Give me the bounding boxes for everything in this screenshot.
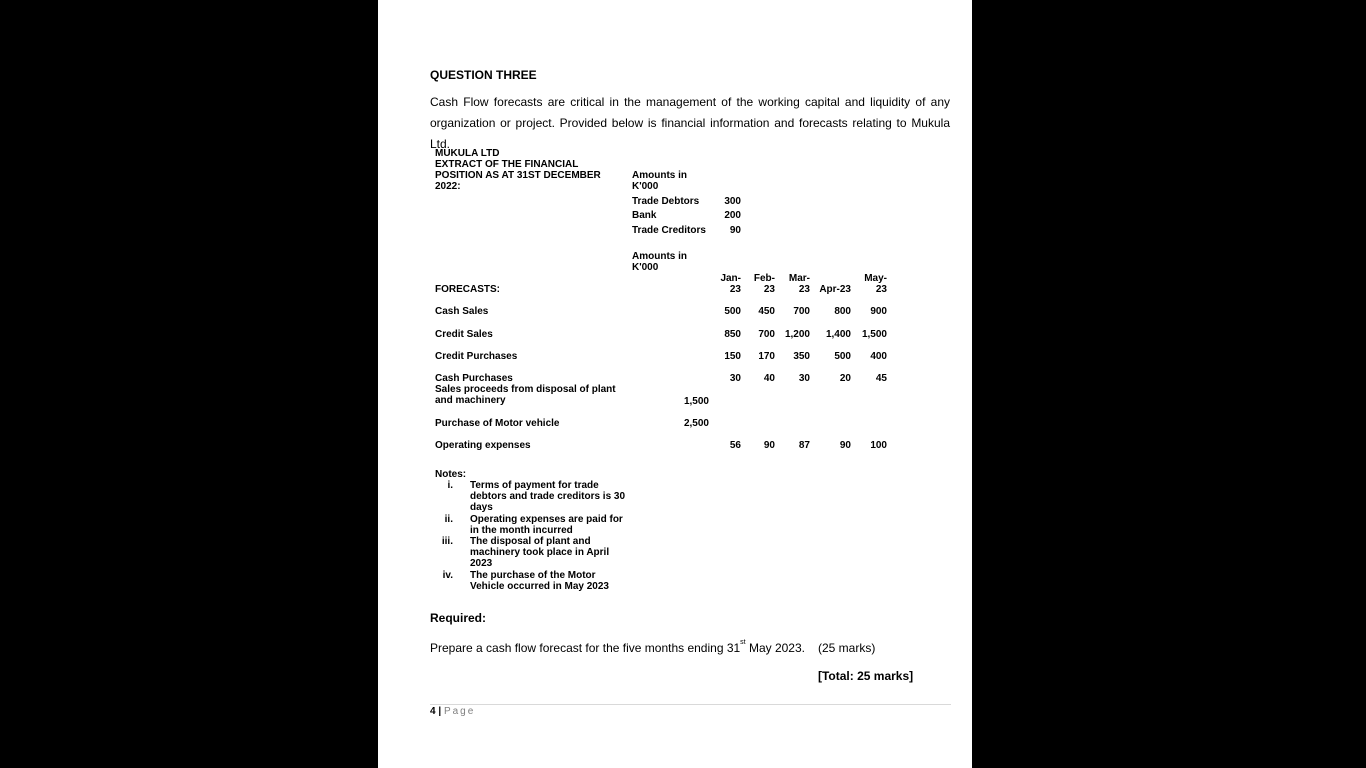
cell: 100 bbox=[870, 440, 887, 451]
intro-line-1: Cash Flow forecasts are critical in the management of the working capital and liquidity of any bbox=[430, 95, 950, 109]
month-line2: 23 bbox=[875, 284, 887, 295]
cell: 500 bbox=[724, 306, 741, 317]
required-text-end: May 2023. bbox=[745, 641, 805, 655]
required-text bbox=[430, 641, 805, 655]
note-number: i. bbox=[447, 480, 453, 491]
extract-item-label: Trade Creditors bbox=[632, 225, 706, 236]
total-marks: [Total: 25 marks] bbox=[818, 669, 914, 683]
page-number: 4 bbox=[430, 706, 436, 717]
month-line1 bbox=[801, 273, 851, 284]
cell: 56 bbox=[729, 440, 741, 451]
cell: 400 bbox=[870, 351, 887, 362]
amounts-label-line: Amounts in bbox=[632, 170, 687, 181]
extract-item-label: Trade Debtors bbox=[632, 196, 700, 207]
note-text: Terms of payment for trade debtors and trade creditors is 30 days bbox=[470, 480, 626, 513]
cell: 1,400 bbox=[825, 329, 851, 340]
disposal-label-line: Sales proceeds from disposal of plant bbox=[435, 384, 616, 395]
extract-title bbox=[435, 148, 601, 192]
cell: 350 bbox=[793, 351, 810, 362]
cell: 170 bbox=[758, 351, 775, 362]
intro-line-2: organization or project. Provided below is financial information and forecasts relating to Mukula Ltd. bbox=[430, 116, 950, 151]
row-label-disposal bbox=[435, 384, 616, 406]
intro-paragraph bbox=[430, 92, 950, 155]
cell: 700 bbox=[758, 329, 775, 340]
amounts-label-line: Amounts in bbox=[632, 251, 687, 262]
cell: 150 bbox=[724, 351, 741, 362]
cell: 500 bbox=[834, 351, 851, 362]
month-line1: Feb- bbox=[753, 273, 775, 284]
footer-separator: | bbox=[438, 706, 442, 717]
row-label: Operating expenses bbox=[435, 440, 531, 451]
page-footer bbox=[430, 706, 475, 717]
forecast-amounts-label bbox=[632, 251, 687, 273]
month-line1: Mar- bbox=[788, 273, 810, 284]
row-label: Credit Sales bbox=[435, 329, 493, 340]
cell: 30 bbox=[798, 373, 810, 384]
cell: 700 bbox=[793, 306, 810, 317]
page-word: Page bbox=[443, 706, 476, 717]
cell: 900 bbox=[870, 306, 887, 317]
note-number: iii. bbox=[441, 536, 453, 547]
disposal-value: 1,500 bbox=[683, 396, 709, 407]
cell: 800 bbox=[834, 306, 851, 317]
cell: 30 bbox=[729, 373, 741, 384]
cell: 40 bbox=[763, 373, 775, 384]
extract-title-line: POSITION AS AT 31ST DECEMBER bbox=[435, 170, 601, 181]
extract-title-line: MUKULA LTD bbox=[435, 148, 500, 159]
amounts-label-line: K'000 bbox=[632, 181, 659, 192]
cell: 1,200 bbox=[784, 329, 810, 340]
amounts-label-line: K'000 bbox=[632, 262, 659, 273]
extract-item-value: 90 bbox=[729, 225, 741, 236]
required-text-sup: st bbox=[740, 639, 746, 646]
month-line2: 23 bbox=[763, 284, 775, 295]
month-header bbox=[801, 273, 851, 295]
month-line1: May- bbox=[864, 273, 887, 284]
cell: 450 bbox=[758, 306, 775, 317]
extract-title-line: EXTRACT OF THE FINANCIAL bbox=[435, 159, 579, 170]
document-page bbox=[378, 0, 972, 768]
cell: 90 bbox=[763, 440, 775, 451]
disposal-label-line: and machinery bbox=[435, 395, 506, 406]
cell: 90 bbox=[839, 440, 851, 451]
cell: 87 bbox=[798, 440, 810, 451]
row-label: Purchase of Motor vehicle bbox=[435, 418, 560, 429]
cell: 850 bbox=[724, 329, 741, 340]
forecasts-label: FORECASTS: bbox=[435, 284, 500, 295]
cell: 45 bbox=[875, 373, 887, 384]
month-line1: Jan- bbox=[720, 273, 741, 284]
note-text: Operating expenses are paid for in the month incurred bbox=[470, 514, 623, 536]
question-title: QUESTION THREE bbox=[430, 68, 537, 82]
cell: 20 bbox=[839, 373, 851, 384]
notes-title: Notes: bbox=[435, 469, 467, 480]
extract-item-value: 300 bbox=[724, 196, 741, 207]
note-number: iv. bbox=[442, 570, 453, 581]
note-text: The disposal of plant and machinery took place in April 2023 bbox=[470, 536, 610, 569]
month-header bbox=[847, 273, 887, 295]
note-number: ii. bbox=[444, 514, 453, 525]
month-line2: 23 bbox=[729, 284, 741, 295]
month-header bbox=[735, 273, 775, 295]
month-line2: Apr-23 bbox=[819, 284, 851, 295]
row-label: Credit Purchases bbox=[435, 351, 518, 362]
required-text-main: Prepare a cash flow forecast for the five months ending 31 bbox=[430, 641, 741, 655]
footer-divider bbox=[430, 704, 951, 705]
motor-value: 2,500 bbox=[683, 418, 709, 429]
extract-item-label: Bank bbox=[632, 210, 657, 221]
cell: 1,500 bbox=[861, 329, 887, 340]
marks-label: (25 marks) bbox=[818, 641, 876, 655]
required-heading: Required: bbox=[430, 611, 487, 625]
extract-item-value: 200 bbox=[724, 210, 741, 221]
extract-title-line: 2022: bbox=[435, 181, 461, 192]
month-line2: 23 bbox=[798, 284, 810, 295]
note-text: The purchase of the Motor Vehicle occurred in May 2023 bbox=[470, 570, 609, 592]
extract-amounts-label bbox=[632, 170, 687, 192]
row-label: Cash Sales bbox=[435, 306, 489, 317]
row-label: Cash Purchases bbox=[435, 373, 513, 384]
